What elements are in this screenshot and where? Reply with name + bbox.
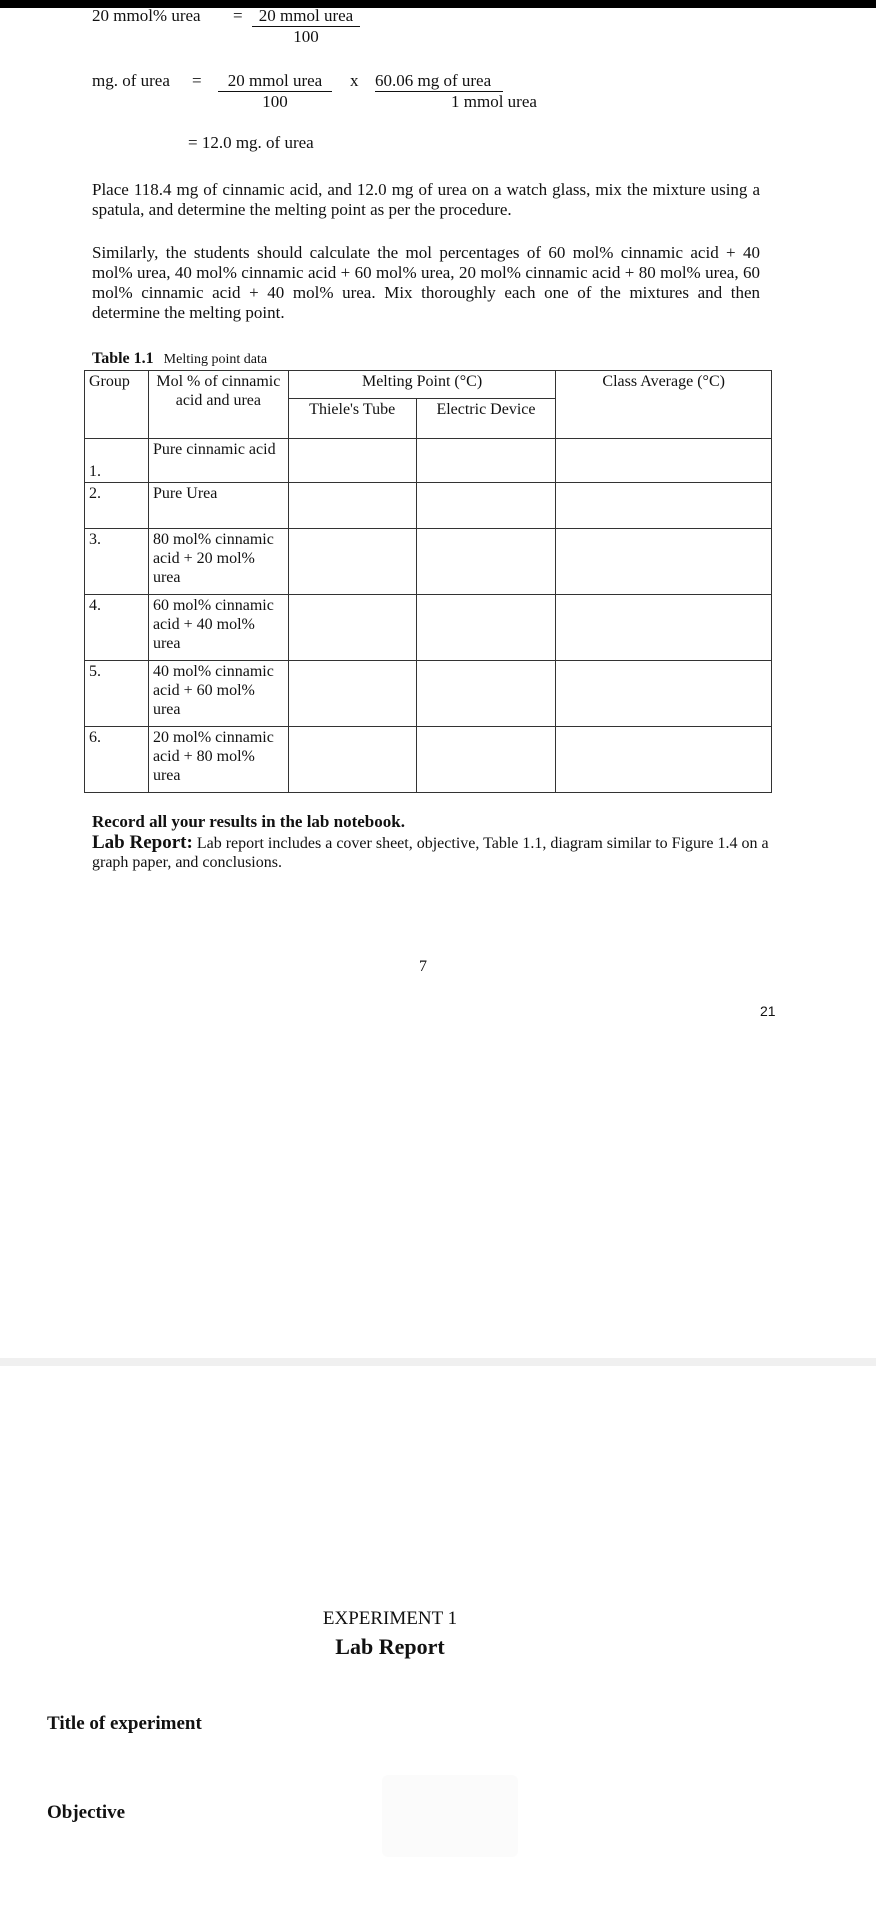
record-results-note: Record all your results in the lab notebook. xyxy=(92,812,405,831)
header-melting-point: Melting Point (°C) xyxy=(288,371,556,399)
row-group: 4. xyxy=(85,595,149,661)
table-row xyxy=(85,439,772,483)
calc-line1-lhs: 20 mmol% urea xyxy=(92,6,201,25)
table-row xyxy=(85,661,772,727)
lab-report-text: Lab report includes a cover sheet, objective, Table 1.1, diagram similar to Figure 1.4 on a graph paper, and conclusions. xyxy=(92,835,769,871)
row-group: 2. xyxy=(85,483,149,529)
lab-report-requirements xyxy=(92,833,772,872)
row-class-avg-cell xyxy=(556,727,772,793)
row-class-avg-cell xyxy=(556,595,772,661)
row-group: 1. xyxy=(85,439,149,483)
header-group: Group xyxy=(85,371,149,439)
row-thiele-cell xyxy=(288,529,416,595)
header-thiele-tube: Thiele's Tube xyxy=(288,399,416,439)
table-row xyxy=(85,483,772,529)
calc-fraction-1 xyxy=(252,6,360,47)
row-class-avg-cell xyxy=(556,439,772,483)
paragraph-instructions: Similarly, the students should calculate the mol percentages of 60 mol% cinnamic acid + 40 mol% urea, 40 mol% cinnamic acid + 60 mol% urea, 20 mol% cinnamic acid + 80 mol% urea, 60 mol% cinnamic acid + 40 mol% urea. Mix thoroughly each one of the mixtures and then determine the melting point. xyxy=(92,243,760,322)
row-thiele-cell xyxy=(288,727,416,793)
side-page-number: 21 xyxy=(760,1003,776,1019)
objective-label: Objective xyxy=(47,1802,126,1823)
table-caption xyxy=(92,350,267,368)
row-class-avg-cell xyxy=(556,529,772,595)
row-mixture: Pure cinnamic acid xyxy=(148,439,288,483)
row-group: 5. xyxy=(85,661,149,727)
header-mol-percent: Mol % of cinnamic acid and urea xyxy=(148,371,288,439)
calc-fraction-3 xyxy=(375,71,545,112)
row-electric-cell xyxy=(416,439,556,483)
fraction-denominator: 100 xyxy=(293,27,319,46)
paragraph-procedure: Place 118.4 mg of cinnamic acid, and 12.0 mg of urea on a watch glass, mix the mixture using a spatula, and determine the melting point as per the procedure. xyxy=(92,180,760,219)
row-thiele-cell xyxy=(288,661,416,727)
times-sign: x xyxy=(350,71,359,90)
page-number: 7 xyxy=(419,958,427,975)
fraction-numerator: 60.06 mg of urea xyxy=(375,71,503,92)
row-electric-cell xyxy=(416,727,556,793)
table-row xyxy=(85,595,772,661)
row-mixture: 80 mol% cinnamic acid + 20 mol% urea xyxy=(148,529,288,595)
fraction-denominator: 1 mmol urea xyxy=(451,92,537,111)
calc-result: = 12.0 mg. of urea xyxy=(188,133,314,152)
lab-report-label: Lab Report: xyxy=(92,832,193,853)
fraction-numerator: 20 mmol urea xyxy=(252,6,360,27)
row-mixture: 40 mol% cinnamic acid + 60 mol% urea xyxy=(148,661,288,727)
row-thiele-cell xyxy=(288,483,416,529)
calc-fraction-2 xyxy=(218,71,332,112)
table-row xyxy=(85,727,772,793)
row-class-avg-cell xyxy=(556,661,772,727)
row-thiele-cell xyxy=(288,439,416,483)
table-caption-label: Table 1.1 xyxy=(92,350,154,367)
header-electric-device: Electric Device xyxy=(416,399,556,439)
row-class-avg-cell xyxy=(556,483,772,529)
melting-point-table xyxy=(84,370,772,793)
fraction-numerator: 20 mmol urea xyxy=(218,71,332,92)
row-electric-cell xyxy=(416,661,556,727)
row-electric-cell xyxy=(416,529,556,595)
title-of-experiment-label: Title of experiment xyxy=(47,1713,202,1734)
row-thiele-cell xyxy=(288,595,416,661)
experiment-number: EXPERIMENT 1 xyxy=(322,1608,458,1629)
row-electric-cell xyxy=(416,595,556,661)
row-mixture: 20 mol% cinnamic acid + 80 mol% urea xyxy=(148,727,288,793)
page-divider xyxy=(0,1358,876,1366)
header-class-average: Class Average (°C) xyxy=(556,371,772,439)
equals-sign: = xyxy=(233,6,243,25)
row-mixture: 60 mol% cinnamic acid + 40 mol% urea xyxy=(148,595,288,661)
faint-overlay-box xyxy=(382,1775,518,1857)
table-caption-text: Melting point data xyxy=(163,352,268,367)
row-electric-cell xyxy=(416,483,556,529)
row-group: 6. xyxy=(85,727,149,793)
row-mixture: Pure Urea xyxy=(148,483,288,529)
row-group: 3. xyxy=(85,529,149,595)
equals-sign: = xyxy=(192,71,202,90)
calc-line2-lhs: mg. of urea xyxy=(92,71,170,90)
table-row xyxy=(85,529,772,595)
lab-report-title: Lab Report xyxy=(335,1634,445,1659)
fraction-denominator: 100 xyxy=(262,92,288,111)
